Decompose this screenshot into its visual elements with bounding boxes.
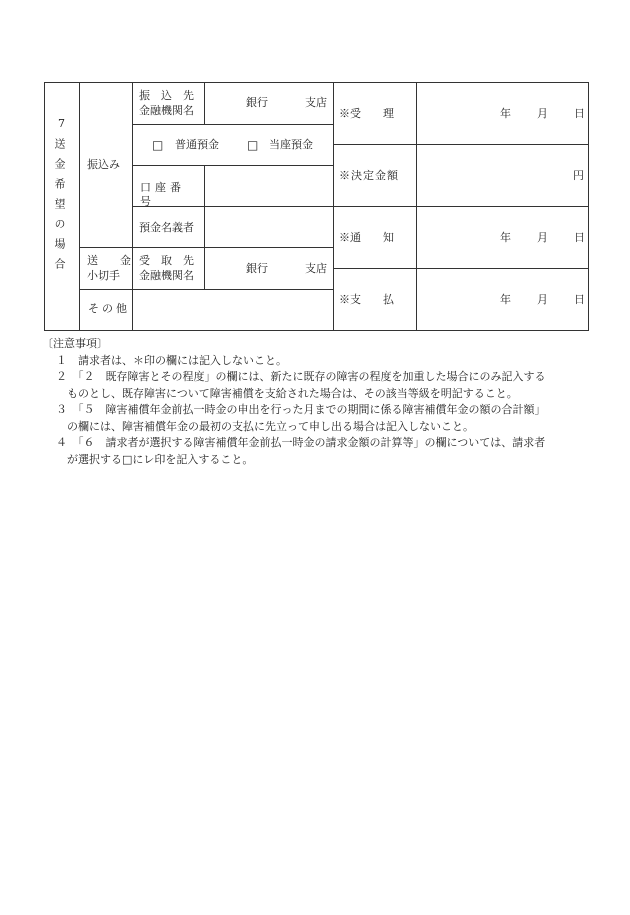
grid-line (132, 124, 333, 125)
note-line: ３ 「５ 障害補償年金前払一時金の申出を行った月までの期間に係る障害補償年金の額の合計額」 (56, 403, 546, 416)
note-line: の欄には、障害補償年金の最初の支払に先立って申し出る場合は記入しないこと。 (56, 419, 474, 433)
notified-day: 日 (574, 231, 585, 244)
other-field[interactable] (133, 290, 332, 330)
notes-title: 〔注意事項〕 (42, 337, 108, 350)
received-day: 日 (574, 107, 585, 120)
account-holder-label: 預金名義者 (139, 221, 194, 234)
section-title: 送金希望の場合 (53, 138, 66, 278)
paid-month: 月 (537, 293, 548, 306)
check-label-line1: 送 金 (87, 254, 131, 267)
decided-amount-yen: 円 (573, 169, 584, 182)
grid-line (79, 82, 80, 331)
decided-amount-label: ※決定金額 (339, 169, 399, 182)
account-holder-field[interactable] (205, 207, 332, 246)
account-number-label (140, 181, 196, 209)
furikomi-label: 振込み (87, 158, 120, 171)
notified-year: 年 (500, 231, 511, 244)
payee-branch-suffix: 支店 (305, 262, 327, 275)
note-line: が選択する□にレ印を記入すること。 (56, 452, 254, 466)
note-line: ものとし、既存障害について障害補償を支給された場合は、その該当等級を明記すること。 (56, 386, 518, 400)
section-number: 7 (58, 117, 65, 130)
branch-suffix: 支店 (305, 96, 327, 109)
received-year: 年 (500, 107, 511, 120)
notified-month: 月 (537, 231, 548, 244)
payee-bank-label-line2: 金融機関名 (139, 269, 194, 282)
bank-label-line1: 振 込 先 (139, 89, 194, 102)
notes-section (44, 336, 546, 468)
bank-suffix: 銀行 (246, 96, 268, 109)
check-label-line2: 小切手 (87, 269, 120, 282)
current-deposit-checkbox[interactable]: □ (247, 138, 259, 152)
note-line: ４ 「６ 請求者が選択する障害補償年金前払一時金の請求金額の計算等」の欄については、請求者 (56, 436, 546, 449)
note-line: ２ 「２ 既存障害とその程度」の欄には、新たに既存の障害の程度を加重した場合にのみ記入する (56, 370, 546, 383)
account-number-field[interactable] (205, 166, 332, 205)
payee-bank-suffix: 銀行 (246, 262, 268, 275)
grid-line (333, 268, 589, 269)
current-deposit-label: 当座預金 (269, 138, 313, 151)
received-month: 月 (537, 107, 548, 120)
grid-line (333, 206, 589, 207)
bank-name-field[interactable] (205, 83, 332, 123)
payee-bank-field[interactable] (205, 248, 332, 288)
paid-day: 日 (574, 293, 585, 306)
paid-year: 年 (500, 293, 511, 306)
ordinary-deposit-label: 普通預金 (175, 138, 219, 151)
ordinary-deposit-checkbox[interactable]: □ (152, 138, 164, 152)
decided-amount-field[interactable] (417, 145, 588, 205)
account-number-text: 口座番号 (140, 181, 185, 208)
payee-bank-label-line1: 受 取 先 (139, 254, 194, 267)
received-label: ※受 理 (339, 107, 394, 120)
bank-label-line2: 金融機関名 (139, 104, 194, 117)
notified-label: ※通 知 (339, 231, 394, 244)
paid-label: ※支 払 (339, 293, 394, 306)
other-label: その他 (88, 302, 130, 315)
note-line: １ 請求者は、＊印の欄には記入しないこと。 (56, 353, 287, 367)
